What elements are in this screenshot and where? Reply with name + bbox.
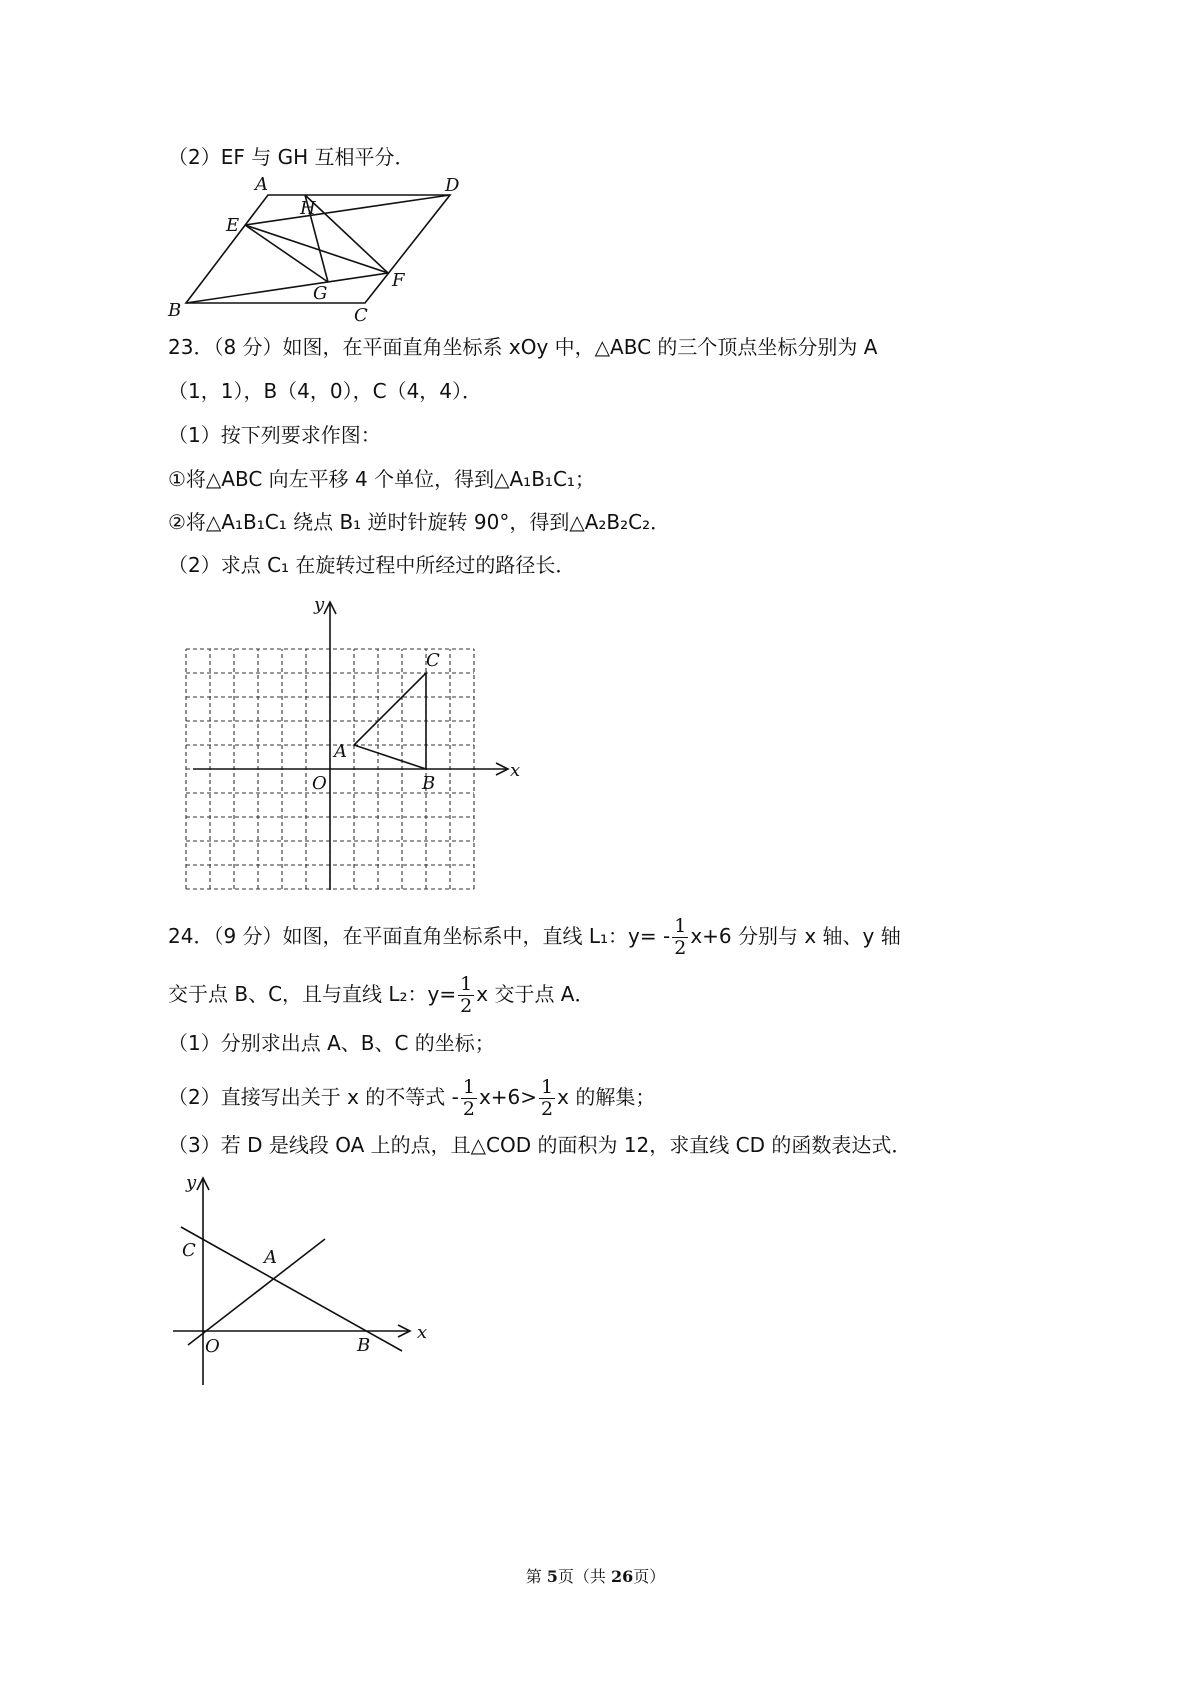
- q23-line1: 23．（8 分）如图，在平面直角坐标系 xOy 中，△ABC 的三个顶点坐标分别为 A: [168, 335, 878, 359]
- frac-denominator: 2: [674, 937, 687, 959]
- q24-frac-one-half-3: [461, 1077, 477, 1120]
- q24-line2-start: 交于点 B、C，且与直线 L₂：y=: [168, 982, 457, 1006]
- footer-suffix: 页）: [633, 1567, 666, 1586]
- q24-line2-end: x 交于点 A．: [476, 982, 595, 1006]
- q24-line4-mid: x+6>: [478, 1085, 538, 1109]
- q22-label-G: G: [313, 283, 328, 304]
- page-footer: [0, 1564, 1191, 1587]
- q24-line4: [168, 1077, 655, 1120]
- q24-label-B: B: [357, 1335, 371, 1356]
- q24-line4-start: （2）直接写出关于 x 的不等式 -: [168, 1085, 459, 1109]
- frac-denominator: 2: [462, 1098, 475, 1120]
- q24-line1-end: x+6 分别与 x 轴、y 轴: [690, 924, 901, 948]
- q22-label-E: E: [226, 215, 240, 236]
- q22-label-A: A: [255, 174, 268, 195]
- q23-line2: （1，1），B（4，0），C（4，4）．: [168, 379, 483, 403]
- q24-label-A: A: [264, 1247, 277, 1268]
- q22-label-D: D: [445, 175, 460, 196]
- q22-label-B: B: [168, 300, 182, 321]
- q23-coordinate-grid-figure: [180, 590, 520, 900]
- q22-label-C: C: [354, 305, 368, 326]
- frac-numerator: 1: [460, 973, 473, 995]
- frac-denominator: 2: [541, 1098, 554, 1120]
- q22-parallelogram-figure: [160, 170, 480, 326]
- q22-part2: （2）EF 与 GH 互相平分．: [168, 145, 415, 169]
- q23-line3: （1）按下列要求作图：: [168, 423, 381, 447]
- q24-frac-one-half-4: [539, 1077, 555, 1120]
- footer-middle: 页（共: [557, 1567, 612, 1586]
- q24-line2: [168, 974, 594, 1017]
- frac-numerator: 1: [674, 915, 687, 937]
- q24-lines-figure: [170, 1170, 440, 1390]
- frac-numerator: 1: [541, 1076, 554, 1098]
- footer-page-number: 5: [546, 1567, 558, 1586]
- q24-line3: （1）分别求出点 A、B、C 的坐标；: [168, 1031, 495, 1055]
- q23-label-A: A: [334, 741, 347, 762]
- q24-line4-end: x 的解集；: [557, 1085, 656, 1109]
- footer-total-pages: 26: [611, 1567, 634, 1586]
- q23-line4: ①将△ABC 向左平移 4 个单位，得到△A₁B₁C₁；: [168, 467, 595, 491]
- q24-label-C: C: [182, 1240, 196, 1261]
- q24-line1: [168, 916, 901, 959]
- q23-line5: ②将△A₁B₁C₁ 绕点 B₁ 逆时针旋转 90°，得到△A₂B₂C₂．: [168, 510, 671, 534]
- frac-denominator: 2: [460, 995, 473, 1017]
- frac-numerator: 1: [462, 1076, 475, 1098]
- q24-line1-start: 24．（9 分）如图，在平面直角坐标系中，直线 L₁：y= -: [168, 924, 671, 948]
- footer-prefix: 第: [525, 1567, 547, 1586]
- q23-axis-x-label: x: [510, 760, 521, 781]
- q23-line6: （2）求点 C₁ 在旋转过程中所经过的路径长．: [168, 553, 576, 577]
- q24-axis-x-label: x: [417, 1322, 428, 1343]
- q22-label-F: F: [392, 270, 405, 291]
- q24-label-O: O: [205, 1336, 220, 1357]
- q24-axis-y-label: y: [186, 1172, 197, 1193]
- q24-frac-one-half-1: [672, 916, 688, 959]
- q23-origin-label: O: [312, 773, 327, 794]
- q23-label-C: C: [426, 650, 440, 671]
- q24-frac-one-half-2: [458, 974, 474, 1017]
- q24-line5: （3）若 D 是线段 OA 上的点，且△COD 的面积为 12，求直线 CD 的函数表达式．: [168, 1133, 912, 1157]
- q22-label-H: H: [300, 198, 316, 219]
- q23-axis-y-label: y: [314, 594, 325, 615]
- q23-label-B: B: [422, 773, 436, 794]
